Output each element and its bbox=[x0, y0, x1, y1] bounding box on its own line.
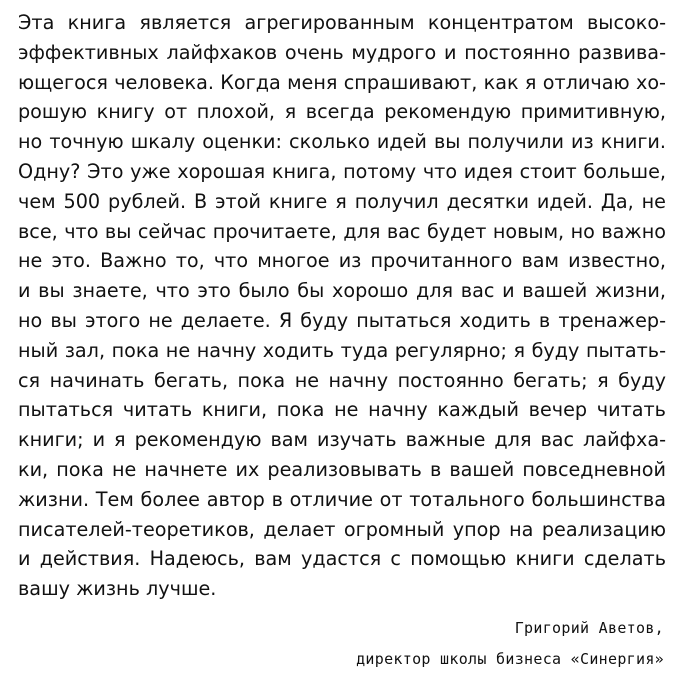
text-line: писателей-теоретиков, делает огромный упор на реализацию bbox=[18, 517, 666, 541]
text-line: Эта книга является агрегированным концентратом высоко- bbox=[18, 11, 666, 34]
text-line: ный зал, пока не начну ходить туда регулярно; я буду пытать- bbox=[18, 338, 666, 362]
text-line: книги; и я рекомендую вам изучать важные для вас лайфха- bbox=[18, 428, 666, 452]
text-line: ки, пока не начнете их реализовывать в вашей повседневной bbox=[18, 457, 666, 481]
text-line: но вы этого не делаете. Я буду пытаться ходить в тренажер- bbox=[18, 308, 666, 332]
signature-role: директор школы бизнеса «Синергия» bbox=[356, 650, 664, 668]
text-line: не это. Важно то, что многое из прочитанного вам известно, bbox=[18, 249, 666, 273]
text-line: все, что вы сейчас прочитаете, для вас будет новым, но важно bbox=[18, 219, 666, 243]
text-line: жизни. Тем более автор в отличие от тотального большинства bbox=[18, 487, 666, 511]
text-line: ющегося человека. Когда меня спрашивают, как я отличаю хо- bbox=[18, 70, 666, 94]
text-line: вашу жизнь лучше. bbox=[18, 577, 217, 601]
text-line: и вы знаете, что это было бы хорошо для вас и вашей жизни, bbox=[18, 279, 666, 303]
text-line: ся начинать бегать, пока не начну постоянно бегать; я буду bbox=[18, 368, 666, 392]
text-line: пытаться читать книги, пока не начну каждый вечер читать bbox=[18, 398, 666, 422]
foreword-text bbox=[18, 8, 666, 604]
text-line: чем 500 рублей. В этой книге я получил десятки идей. Да, не bbox=[18, 189, 666, 213]
text-line: эффективных лайфхаков очень мудрого и постоянно развива- bbox=[18, 40, 666, 64]
signature-name: Григорий Аветов, bbox=[514, 619, 664, 637]
text-line: Одну? Это уже хорошая книга, потому что идея стоит больше, bbox=[18, 159, 666, 183]
text-line: и действия. Надеюсь, вам удастся с помощью книги сделать bbox=[18, 547, 666, 571]
text-line: но точную шкалу оценки: сколько идей вы получили из книги. bbox=[18, 130, 666, 154]
text-line: рошую книгу от плохой, я всегда рекомендую примитивную, bbox=[18, 100, 666, 124]
